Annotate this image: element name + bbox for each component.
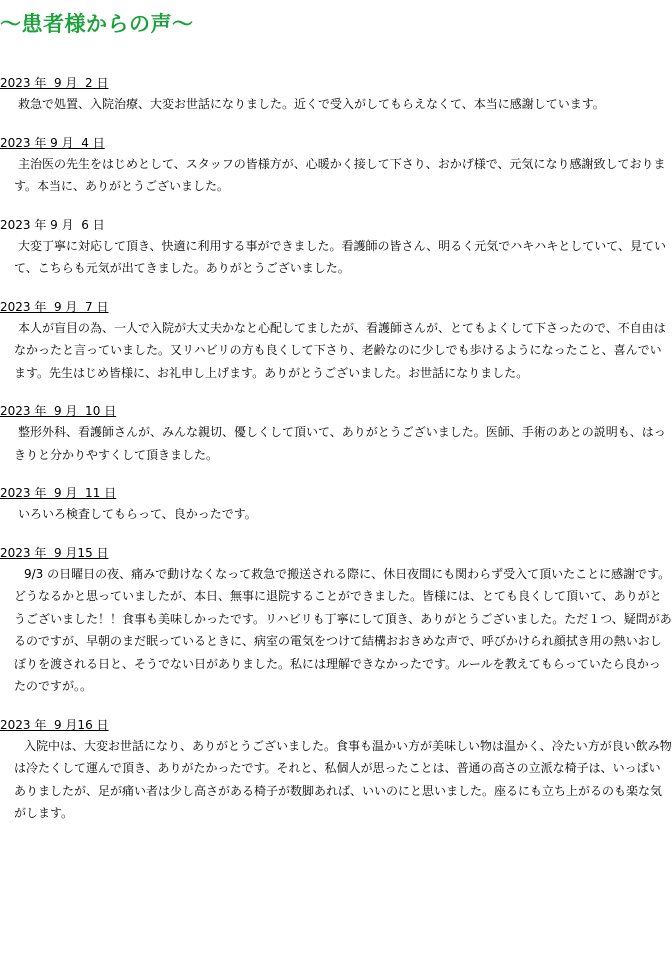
entry-body: いろいろ検査してもらって、良かったです。	[18, 507, 257, 521]
entry-date: 2023 年 9 月 10 日	[0, 404, 117, 418]
entry-body: 9/3 の日曜日の夜、痛みで動けなくなって救急で搬送される際に、休日夜間にも関わらず受入て頂いたことに感謝です。どうなるかと思っていましたが、本日、無事に退院することができました。皆様には、とても良くして頂いて、ありがとうございました！！食事も美味しかったです。リハビリも丁寧にして頂き、ありがとうございました。ただ１つ、疑問があるのですが、早朝のまだ眠っているときに、病室の電気をつけて結構おおきめな声で、呼びかけられ顔拭き用の熱いおしぼりを渡される日と、そうでない日がありました。私には理解できなかったです。ルールを教えてもらっていたら良かったのですが。。	[14, 566, 672, 693]
feedback-entry	[0, 132, 672, 198]
feedback-list	[0, 72, 672, 841]
entry-date: 2023 年 9 月16 日	[0, 717, 109, 732]
entry-body: 本人が盲目の為、一人で入院が大丈夫かなと心配してましたが、看護師さんが、とてもよくして下さったので、不自由はなかったと言っていました。又リハビリの方も良くして下さり、老齢なのに少しでも歩けるようになったこと、喜んでいます。先生はじめ皆様に、お礼申し上げます。ありがとうございました。お世話になりました。	[14, 320, 666, 380]
entry-date: 2023 年 9 月 11 日	[0, 486, 117, 500]
feedback-entry	[0, 72, 672, 116]
entry-body: 整形外科、看護師さんが、みんな親切、優しくして頂いて、ありがとうございました。医師、手術のあとの説明も、はっきりと分かりやすくして頂きました。	[14, 425, 666, 462]
entry-date: 2023 年 9 月 4 日	[0, 135, 105, 150]
entry-date: 2023 年 9 月 2 日	[0, 76, 109, 90]
feedback-entry	[0, 482, 672, 526]
feedback-entry	[0, 214, 672, 280]
entry-date: 2023 年 9 月 7 日	[0, 299, 109, 314]
feedback-entry	[0, 714, 672, 825]
entry-body: 入院中は、大変お世話になり、ありがとうございました。食事も温かい方が美味しい物は温かく、冷たい方が良い飲み物は冷たくして運んで頂き、ありがたかったです。それと、私個人が思ったことは、普通の高さの立派な椅子は、いっぱいありましたが、足が痛い者は少し高さがある椅子が数脚あれば、いいのにと思いました。座るにも立ち上がるのも楽な気がします。	[14, 738, 672, 820]
feedback-entry	[0, 542, 672, 698]
entry-body: 救急で処置、入院治療、大変お世話になりました。近くで受入がしてもらえなくて、本当に感謝しています。	[18, 97, 605, 111]
entry-date: 2023 年 9 月15 日	[0, 545, 109, 560]
entry-body: 大変丁寧に対応して頂き、快適に利用する事ができました。看護師の皆さん、明るく元気でハキハキとしていて、見ていて、こちらも元気が出てきました。ありがとうございました。	[14, 238, 667, 275]
entry-body: 主治医の先生をはじめとして、スタッフの皆様方が、心暖かく接して下さり、おかげ様で、元気になり感謝致しております。本当に、ありがとうございました。	[14, 156, 666, 193]
feedback-entry	[0, 296, 672, 385]
entry-date: 2023 年 9 月 6 日	[0, 217, 105, 232]
page-title: ～患者様からの声～	[0, 12, 194, 36]
feedback-entry	[0, 400, 672, 466]
